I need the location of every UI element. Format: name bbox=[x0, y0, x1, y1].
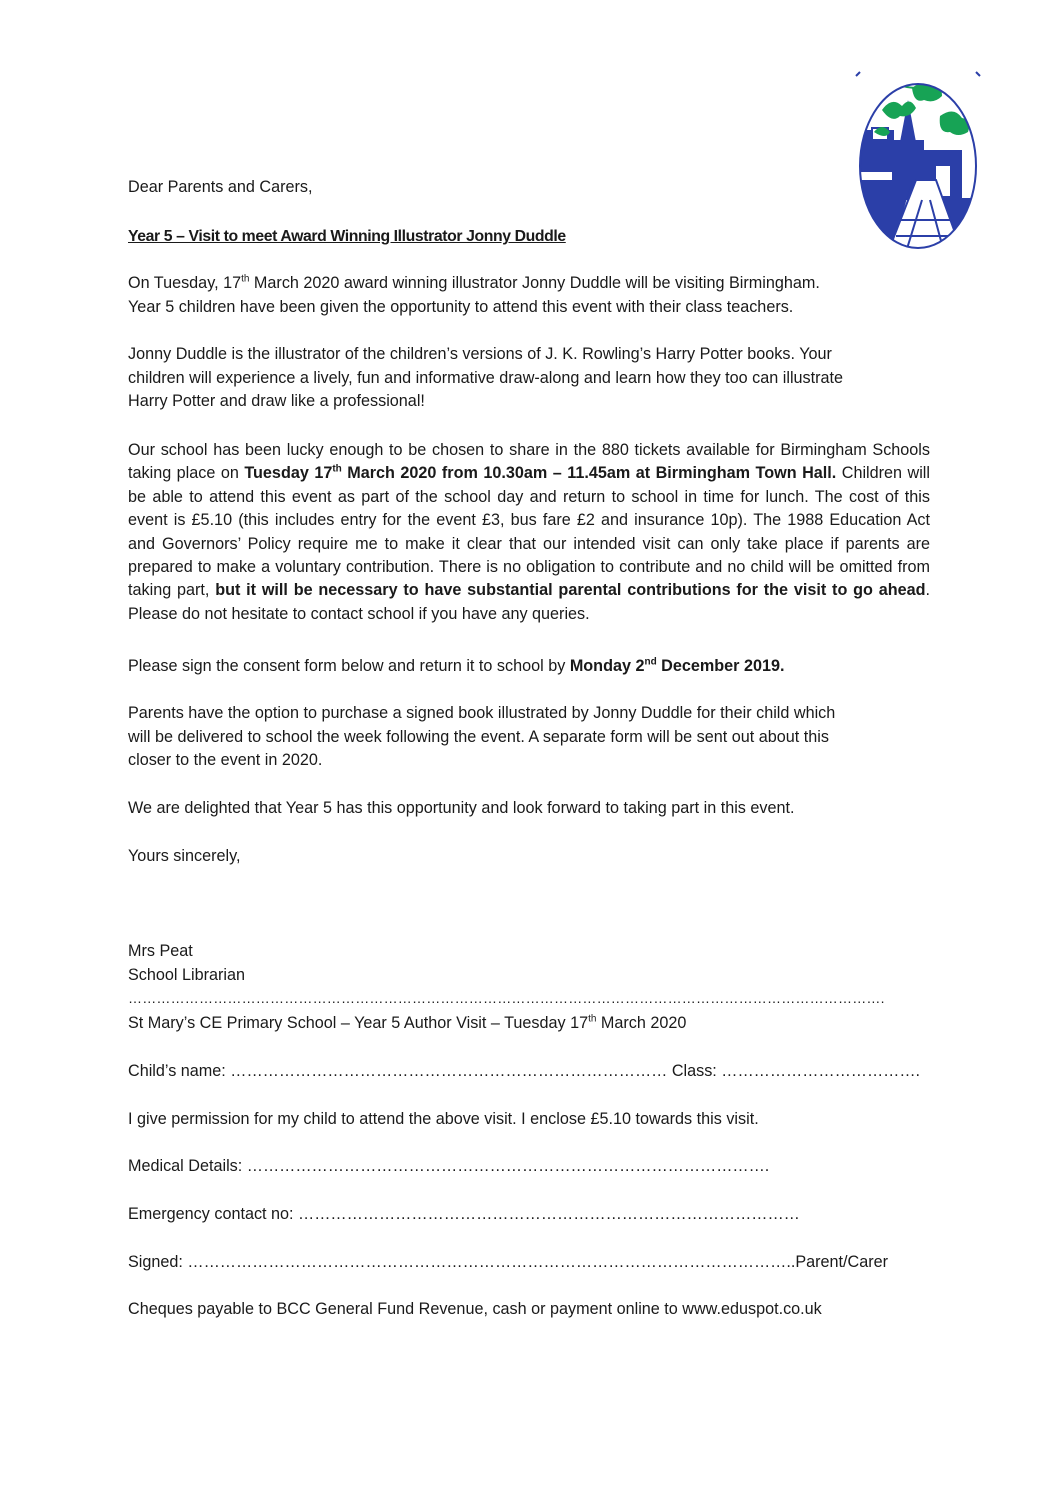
paragraph-consent-deadline: Please sign the consent form below and return it to school by Monday 2nd December 2019. bbox=[128, 656, 785, 675]
paragraph-intro-line-2: Year 5 children have been given the opportunity to attend this event with their class teachers. bbox=[128, 298, 794, 316]
child-name-field[interactable]: Child’s name: ……………………………………………………………………… Class: ………………………………. bbox=[128, 1062, 921, 1080]
signatory-name: Mrs Peat bbox=[128, 942, 193, 960]
emergency-contact-field[interactable]: Emergency contact no: ………………………………………………………………………………… bbox=[128, 1205, 800, 1223]
form-heading: St Mary’s CE Primary School – Year 5 Author Visit – Tuesday 17th March 2020 bbox=[128, 1013, 687, 1032]
permission-statement: I give permission for my child to attend the above visit. I enclose £5.10 towards this visit. bbox=[128, 1110, 759, 1128]
letter-title: Year 5 – Visit to meet Award Winning Illustrator Jonny Duddle bbox=[128, 228, 566, 245]
closing: Yours sincerely, bbox=[128, 847, 241, 865]
paragraph-illustrator-line-2: children will experience a lively, fun and informative draw-along and learn how they too can illustrate bbox=[128, 369, 844, 387]
cut-line: ……………………………………………………………………………………………………………………………………………. bbox=[128, 990, 885, 1006]
paragraph-illustrator-line-1: Jonny Duddle is the illustrator of the children’s versions of J. K. Rowling’s Harry Potter books. Your bbox=[128, 345, 832, 363]
paragraph-book-line-3: closer to the event in 2020. bbox=[128, 751, 323, 769]
signatory-role: School Librarian bbox=[128, 966, 245, 984]
paragraph-illustrator-line-3: Harry Potter and draw like a professional! bbox=[128, 392, 425, 410]
school-logo bbox=[852, 70, 984, 252]
paragraph-tickets: Our school has been lucky enough to be chosen to share in the 880 tickets available for Birmingham Schools taking place on Tuesday 17th March 2020 from 10.30am – 11.45am at Birmingham Town Hall. Children will be able to attend this event as part of the school day and return to school in time for lunch. The cost of this event is £5.10 (this includes entry for the event £3, bus fare £2 and insurance 10p). The 1988 Education Act and Governors’ Policy require me to make it clear that our intended visit can only take place if parents are prepared to make a voluntary contribution. There is no obligation to contribute and no child will be omitted from taking part, but it will be necessary to have substantial parental contributions for the visit to go ahead. Please do not hesitate to contact school if you have any queries. bbox=[128, 441, 930, 623]
paragraph-intro-line-1: On Tuesday, 17th March 2020 award winning illustrator Jonny Duddle will be visiting Birmingham. bbox=[128, 273, 820, 292]
signature-field[interactable]: Signed: …………………………………………………………………………………………………..Parent/Carer bbox=[128, 1253, 888, 1271]
medical-details-field[interactable]: Medical Details: ……………………………………………………………………………………. bbox=[128, 1157, 770, 1175]
salutation: Dear Parents and Carers, bbox=[128, 178, 313, 196]
payment-info: Cheques payable to BCC General Fund Revenue, cash or payment online to www.eduspot.co.uk bbox=[128, 1300, 822, 1318]
paragraph-delighted: We are delighted that Year 5 has this opportunity and look forward to taking part in this event. bbox=[128, 799, 795, 817]
paragraph-book-line-2: will be delivered to school the week following the event. A separate form will be sent out about this bbox=[128, 728, 829, 746]
paragraph-book-line-1: Parents have the option to purchase a signed book illustrated by Jonny Duddle for their child which bbox=[128, 704, 836, 722]
